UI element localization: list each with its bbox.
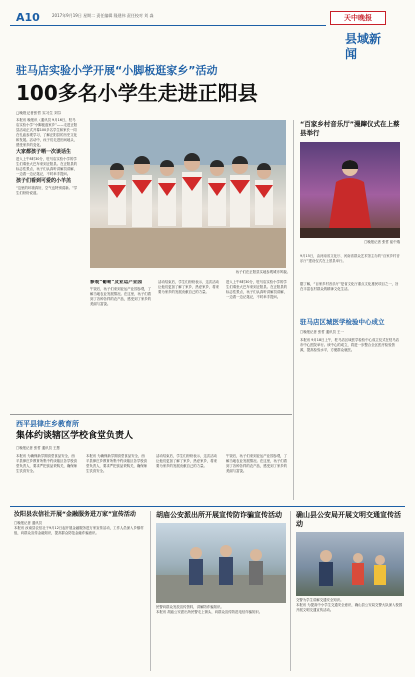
singer-photo-icon — [300, 142, 400, 238]
mid-left-body-3: 活动结束后，学生们纷纷表示，这次活动让他们更加了解了家乡，热爱家乡，将来要为家乡的发展贡献自己的力量。 — [156, 454, 218, 468]
page-header — [0, 0, 415, 61]
mid-left-byline: □晚报记者 张哲 通讯员 王慧 — [16, 446, 60, 450]
children-photo-icon — [90, 120, 286, 268]
mid-divider — [10, 414, 292, 415]
bottom-sep-2 — [290, 511, 291, 671]
bottom-1-body: 本报讯 汝南县农信社于9月12日起开展金融服务进万家宣传活动，工作人员深入乡镇村组，向群众宣传金融知识，提高群众防范金融诈骗意识。 — [14, 526, 144, 535]
right-top-body: 据了解，“百家乡村音乐厅”是省文化厅重点文化惠民项目之一，旨在丰富农村群众的精神文化生活。 — [300, 282, 399, 291]
header-rule — [10, 25, 326, 26]
brand-logo — [330, 11, 386, 25]
bottom-sep-1 — [150, 511, 151, 671]
lead-sub1-body: 进入上午8时30分，驻马店实验小学的学生们乘坐大巴车来到正阳县。在正阳县的标志性景点，孩子们认真听讲解员讲解，一边看一边记笔记，不时举手提问。 — [16, 157, 78, 176]
col3-body: 活动结束后，学生们纷纷表示，这次活动让他们更加了解了家乡，热爱家乡，将来要为家乡的发展贡献自己的力量。 — [158, 280, 220, 294]
mid-left-title: 西平县律庄乡教育所 — [16, 420, 79, 428]
bottom-1-byline: □晚报记者 通讯员 — [14, 521, 43, 525]
bottom-story-1 — [14, 511, 146, 671]
col4-body: 进入上午8时30分，驻马店实验小学的学生们乘坐大巴车来到正阳县。在正阳县的标志性景点，孩子们认真听讲解员讲解，一边看一边记笔记，不时举手提问。 — [226, 280, 288, 299]
lead-byline: □晚报记者张哲 实习生 刘芬 — [16, 111, 62, 115]
col2-body: 午饭后，孩子们来到亚运产业园参观，了解当地农业发展情况。在这里，孩子们看到了各种各样的农产品，感受到了家乡的美丽与富饶。 — [90, 287, 152, 306]
page-number: A10 — [16, 11, 40, 24]
bottom-3-caption: 交警为学生讲解交通安全知识。 — [296, 598, 344, 602]
bottom-story-3 — [296, 511, 404, 671]
lead-photo — [90, 120, 286, 268]
mid-left-body-2: 本报讯 为确保新学期食堂食品安全，西平县律庄乡教育所集中约谈辖区各学校食堂负责人，要求严把食品采购关，确保师生饮食安全。 — [86, 454, 148, 473]
police-photo-icon — [156, 523, 286, 603]
bottom-2-title: 胡庙公安派出所开展宣传防诈骗宣传活动 — [156, 511, 282, 519]
traffic-police-photo-icon — [296, 532, 404, 596]
lead-body-col1 — [16, 118, 78, 408]
section-title: 县域新闻 — [345, 32, 382, 61]
bottom-story-2 — [156, 511, 286, 671]
right-top-title: “百家乡村音乐厅”漫蹿仪式在上蔡县举行 — [300, 120, 400, 137]
lead-body: 本报讯 晚报讯（通讯员 9月16日，驻马店实验小学“小脚板逛家乡”——走进正阳县活动正式开幕100多名学生和家长一同在孔庙参观学习，了解正阳县的历史文化和发展。活动中，孩子们走进田间地头，感受家乡的变化。 — [16, 118, 78, 147]
dateline: 2017年9月19日 星期二 责任编辑 隆建伟 责任校对 刘 淼 — [52, 13, 154, 18]
lead-col3 — [158, 280, 220, 410]
right-top-photo — [300, 142, 400, 238]
lead-title: 100多名小学生走进正阳县 — [16, 81, 258, 105]
bottom-3-photo — [296, 532, 404, 596]
lead-sub2-body: “这里的环境真好，空气也特别清新。”学生们纷纷说道。 — [16, 186, 78, 195]
right-mid-byline: □晚报记者 张哲 通讯员 王一 — [300, 330, 344, 334]
lead-sub1: 大家都孩子晒一次谈话生 — [16, 149, 72, 155]
mid-left-body-4: 午饭后，孩子们来到亚运产业园参观，了解当地农业发展情况。在这里，孩子们看到了各种各样的农产品，感受到了家乡的美丽与富饶。 — [226, 454, 288, 473]
lead-kicker: 驻马店实验小学开展“小脚板逛家乡”活动 — [16, 64, 218, 77]
right-top-caption: 9月15日，由河南省文化厅、河南省群众艺术馆主办的“百家乡村音乐厅”建设仪式在上蔡县举行。 — [300, 254, 400, 263]
bottom-3-body: 本报讯 为提高中小学生交通安全意识，确山县公安局交警大队深入校园开展文明交通宣传活动。 — [296, 603, 403, 612]
right-top-byline: □晚报记者 张哲 崔中瑞 — [364, 240, 400, 244]
brand-name: 天中晚报 — [344, 14, 372, 22]
col2-subhead: 参观“葡萄”及亚运产业园 — [90, 280, 142, 285]
bottom-1-title: 汝阳县农信社开展“金融服务进万家”宣传活动 — [14, 511, 136, 518]
mid-left-headline: 集体约谈辖区学校食堂负责人 — [16, 431, 134, 441]
lead-col2 — [90, 280, 152, 410]
bottom-2-caption: 民警向群众发放宣传资料，讲解防诈骗知识。 — [156, 605, 224, 609]
lead-sub2: 孩子们看到可爱的小羊羔 — [16, 178, 72, 184]
bottom-3-title: 确山县公安局开展文明交通宣传活动 — [296, 511, 401, 528]
mid-left-body: 本报讯 为确保新学期食堂食品安全，西平县律庄乡教育所集中约谈辖区各学校食堂负责人，要求严把食品采购关，确保师生饮食安全。 — [16, 454, 78, 473]
lead-photo-caption: 孩子们在正阳县实地参观城市风貌。 — [235, 270, 290, 274]
column-divider — [293, 120, 294, 500]
right-mid-body: 本报讯 9月18日上午，驻马店区域医学检验中心成立仪式在驻马店市中心医院举行。该中心的成立，将进一步整合全区医疗检验资源，提高检验水平，方便群众就医。 — [300, 338, 400, 352]
bottom-2-body: 本报讯 胡庙公安派出所民警走上街头，向群众宣传防范电信诈骗知识。 — [156, 610, 263, 614]
lead-col4 — [226, 280, 288, 410]
bottom-2-photo — [156, 523, 286, 603]
right-mid-title: 驻马店区城医学检验中心成立 — [300, 318, 385, 326]
bottom-divider — [10, 506, 405, 507]
